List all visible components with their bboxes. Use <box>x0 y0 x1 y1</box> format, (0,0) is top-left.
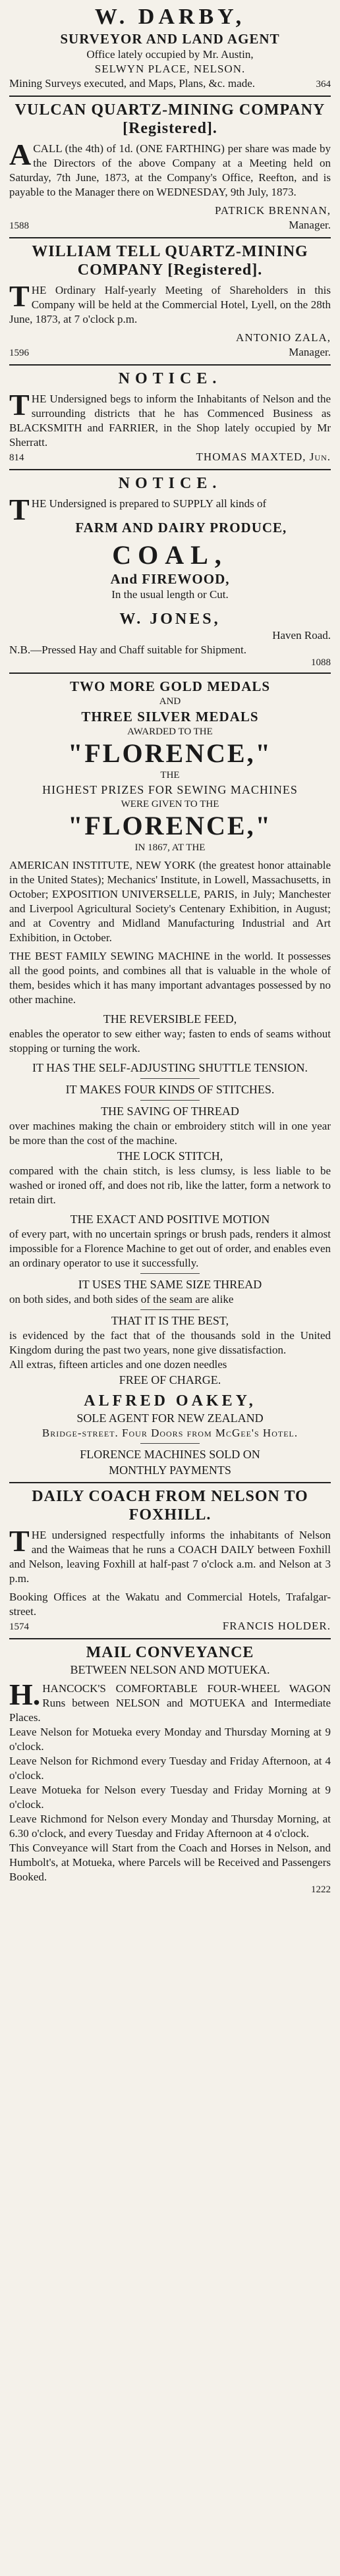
florence-p4: over machines making the chain or embroidery stitch will in one year be more than the cost of the machine. <box>9 1120 331 1147</box>
florence-h-shuttle: IT HAS THE SELF-ADJUSTING SHUTTLE TENSION. <box>32 1061 308 1074</box>
florence-h-best: THAT IT IS THE BEST, <box>111 1314 229 1327</box>
tell-role: Manager. <box>289 346 331 358</box>
florence-l3: THREE SILVER MEDALS <box>81 709 259 725</box>
florence-p6: of every part, with no uncertain springs or brush pads, renders it almost impossible for a Florence Machine to get out of order, and enables even an ordinary operator to use it successfully. <box>9 1228 331 1269</box>
vulcan-heading: VULCAN QUARTZ-MINING COMPANY [Registered]. <box>14 101 326 137</box>
florence-p3: enables the operator to sew either way; fasten to ends of seams without stopping or turning the work. <box>9 1028 331 1055</box>
florence-l10: IN 1867, AT THE <box>134 842 206 853</box>
jones-ref: 1088 <box>311 657 331 668</box>
mail-s3: Leave Motueka for Nelson every Tuesday and Friday Morning at 9 o'clock. <box>9 1784 331 1811</box>
florence-p1: AMERICAN INSTITUTE, NEW YORK (the greatest honor attainable in the United States); Mechanics' Institute, in Lowell, Massachusetts, in October; EXPOSITION UNIVERSELLE, PARIS, in July; Manchester and Liverpool Agricultural Society's Centenary Exhibition, in August; and at Coventry and Midland Manufacturing Industrial and Art Exhibition, in October. <box>9 859 331 944</box>
coach-ref: 1574 <box>9 1622 29 1632</box>
maxted-advertisement <box>9 370 331 470</box>
tell-advertisement <box>9 242 331 366</box>
mail-heading2: BETWEEN NELSON AND MOTUEKA. <box>70 1663 270 1676</box>
vulcan-role: Manager. <box>289 219 331 231</box>
maxted-heading: NOTICE. <box>118 370 222 387</box>
mail-ref: 1222 <box>311 1884 331 1895</box>
darby-name: W. DARBY, <box>94 5 246 29</box>
jones-intro: THE Undersigned is prepared to SUPPLY all kinds of <box>9 493 267 526</box>
darby-line3: Mining Surveys executed, and Maps, Plans, &c. made. <box>9 77 255 90</box>
jones-line3: And FIREWOOD, <box>110 571 230 587</box>
florence-p9: All extras, fifteen articles and one dozen needles <box>9 1358 227 1371</box>
jones-nb: N.B.—Pressed Hay and Chaff suitable for Shipment. <box>9 644 246 656</box>
florence-agent: ALFRED OAKEY, <box>84 1392 256 1410</box>
coach-heading: DAILY COACH FROM NELSON TO FOXHILL. <box>32 1488 308 1523</box>
mail-s4: Leave Richmond for Nelson every Monday and Thursday Morning, at 6.30 o'clock, and every Tuesday and Friday Afternoon at 4 o'clock. <box>9 1813 331 1840</box>
mail-heading1: MAIL CONVEYANCE <box>86 1644 254 1661</box>
florence-l4: AWARDED TO THE <box>127 726 213 737</box>
florence-h-same: IT USES THE SAME SIZE THREAD <box>78 1278 262 1291</box>
coach-advertisement <box>9 1487 331 1639</box>
tell-footer <box>9 345 331 360</box>
florence-h-four: IT MAKES FOUR KINDS OF STITCHES. <box>65 1083 275 1096</box>
mail-body: H.HANCOCK'S COMFORTABLE FOUR-WHEEL WAGON Runs between NELSON and MOTUEKA and Intermediate Places. <box>9 1678 331 1724</box>
florence-l5: "FLORENCE," <box>68 738 272 768</box>
maxted-footer <box>9 450 331 465</box>
jones-line4: In the usual length or Cut. <box>111 588 229 601</box>
tell-body: THE Ordinary Half-yearly Meeting of Shareholders in this Company will be held at the Commercial Hotel, Lyell, on the 28th June, 1873, at 7 o'clock p.m. <box>9 279 331 325</box>
darby-line2: SELWYN PLACE, NELSON. <box>94 63 246 75</box>
jones-line2: COAL, <box>112 540 228 570</box>
florence-terms2: MONTHLY PAYMENTS <box>109 1464 231 1477</box>
florence-h-rev: THE REVERSIBLE FEED, <box>103 1012 237 1026</box>
florence-terms1: FLORENCE MACHINES SOLD ON <box>80 1448 260 1461</box>
mail-s5: This Conveyance will Start from the Coach and Horses in Nelson, and Humbolt's, at Motueka, where Parcels will be Received and Passengers Booked. <box>9 1842 331 1883</box>
vulcan-footer <box>9 218 331 233</box>
vulcan-ref: 1588 <box>9 221 29 231</box>
maxted-signer: THOMAS MAXTED, Jun. <box>196 451 331 463</box>
jones-advertisement <box>9 474 331 674</box>
florence-l9: "FLORENCE," <box>68 811 272 840</box>
mail-s2: Leave Nelson for Richmond every Tuesday and Friday Afternoon, at 4 o'clock. <box>9 1755 331 1782</box>
mail-advertisement <box>9 1643 331 1900</box>
tell-heading: WILLIAM TELL QUARTZ-MINING COMPANY [Registered]. <box>32 243 308 279</box>
florence-p5: compared with the chain stitch, is less clumsy, is less liable to be washed or ironed off, and does not rib, like the latter, form a network to retain dirt. <box>9 1165 331 1206</box>
jones-heading: NOTICE. <box>118 475 222 492</box>
darby-line1: Office lately occupied by Mr. Austin, <box>86 48 254 61</box>
florence-p2: THE BEST FAMILY SEWING MACHINE in the world. It possesses all the good points, and combines all that is valuable in the whole of them, besides which it has many important advantages possessed by no other machine. <box>9 950 331 1006</box>
coach-body: THE undersigned respectfully informs the inhabitants of Nelson and the Waimeas that he runs a COACH DAILY between Foxhill and Nelson, leaving Foxhill at half-past 7 o'clock a.m. and Nelson at 3 p.m. <box>9 1524 331 1585</box>
florence-h-lock: THE LOCK STITCH, <box>117 1149 223 1163</box>
maxted-ref: 814 <box>9 452 24 463</box>
florence-h-free: FREE OF CHARGE. <box>119 1373 221 1386</box>
florence-l1: TWO MORE GOLD MEDALS <box>69 678 271 694</box>
vulcan-body: ACALL (the 4th) of 1d. (ONE FARTHING) per share was made by the Directors of the above Company at a Meeting held on Saturday, 7th June, 1873, at the Company's Office, Reefton, and is payable to the Manager there on WEDNESDAY, 9th July, 1873. <box>9 138 331 198</box>
mail-s1: Leave Nelson for Motueka every Monday and Thursday Morning at 9 o'clock. <box>9 1726 331 1753</box>
darby-ref: 364 <box>316 79 331 90</box>
florence-p8: is evidenced by the fact that of the thousands sold in the United Kingdom during the past two years, none give dissatisfaction. <box>9 1329 331 1356</box>
florence-p7: on both sides, and both sides of the seam are alike <box>9 1293 234 1305</box>
darby-title: SURVEYOR AND LAND AGENT <box>60 31 280 47</box>
florence-h-saving: THE SAVING OF THREAD <box>101 1105 239 1118</box>
coach-footer <box>9 1619 331 1634</box>
florence-advertisement <box>9 678 331 1483</box>
florence-l8: WERE GIVEN TO THE <box>121 799 219 809</box>
darby-footer <box>9 76 331 92</box>
florence-l7: HIGHEST PRIZES FOR SEWING MACHINES <box>42 783 298 796</box>
florence-h-exact: THE EXACT AND POSITIVE MOTION <box>70 1213 270 1226</box>
tell-ref: 1596 <box>9 348 29 358</box>
jones-address: Haven Road. <box>272 629 331 642</box>
vulcan-signer: PATRICK BRENNAN, <box>215 204 331 217</box>
jones-line1: FARM AND DAIRY PRODUCE, <box>75 520 287 535</box>
florence-address: Bridge-street. Four Doors from McGee's Hotel. <box>42 1427 298 1439</box>
coach-signer: FRANCIS HOLDER. <box>222 1620 331 1632</box>
jones-signer: W. JONES, <box>119 611 221 628</box>
coach-office: Booking Offices at the Wakatu and Commercial Hotels, Trafalgar-street. <box>9 1591 331 1618</box>
darby-advertisement <box>9 4 331 97</box>
maxted-body: THE Undersigned begs to inform the Inhabitants of Nelson and the surrounding districts that he has Commenced Business as BLACKSMITH and FARRIER, in the Shop lately occupied by Mr Sherratt. <box>9 388 331 449</box>
florence-l6: THE <box>160 770 180 781</box>
florence-agent-title: SOLE AGENT FOR NEW ZEALAND <box>76 1411 264 1425</box>
florence-l2: AND <box>159 696 181 707</box>
vulcan-advertisement <box>9 101 331 238</box>
tell-signer: ANTONIO ZALA, <box>236 331 331 344</box>
